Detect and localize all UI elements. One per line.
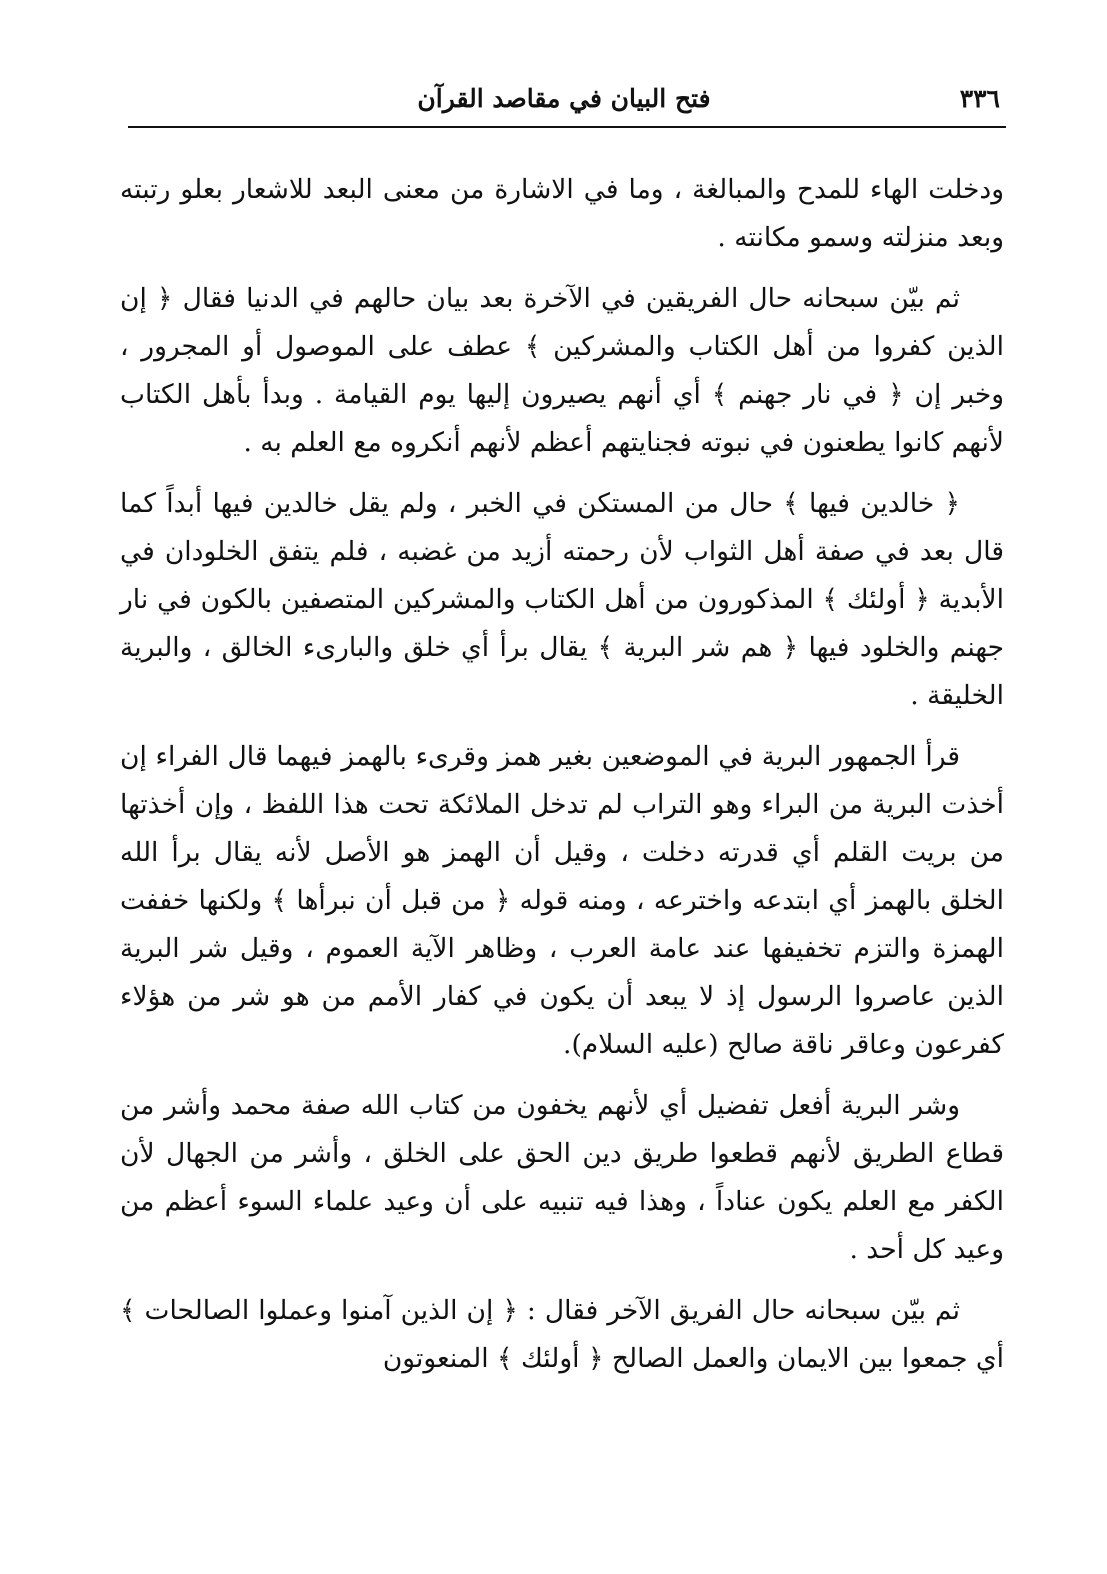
page-number: ٣٣٦ — [959, 84, 1000, 113]
paragraph: وشر البرية أفعل تفضيل أي لأنهم يخفون من كتاب الله صفة محمد وأشر من قطاع الطريق لأنهم قطعوا طريق دين الحق على الخلق ، وأشر من الجهال لأن الكفر مع العلم يكون عناداً ، وهذا فيه تنبيه على أن وعيد علماء السوء أعظم من وعيد كل أحد . — [120, 1090, 1004, 1265]
paragraph: قرأ الجمهور البرية في الموضعين بغير همز وقرىء بالهمز فيهما قال الفراء إن أخذت البرية من البراء وهو التراب لم تدخل الملائكة تحت هذا اللفظ ، وإن أخذتها من بريت القلم أي قدرته دخلت ، وقيل أن الهمز هو الأصل لأنه يقال برأ الله الخلق بالهمز أي ابتدعه واخترعه ، ومنه قوله ﴿ من قبل أن نبرأها ﴾ ولكنها خففت الهمزة والتزم تخفيفها عند عامة العرب ، وظاهر الآية العموم ، وقيل شر البرية الذين عاصروا الرسول إذ لا يبعد أن يكون في كفار الأمم من هو شر من هؤلاء كفرعون وعاقر ناقة صالح (عليه السلام). — [120, 741, 1004, 1060]
paragraph: ثم بيّن سبحانه حال الفريق الآخر فقال : ﴿ إن الذين آمنوا وعملوا الصالحات ﴾ أي جمعوا بين الايمان والعمل الصالح ﴿ أولئك ﴾ المنعوتون — [120, 1295, 1004, 1374]
page-header — [128, 80, 1000, 126]
paragraph: ﴿ خالدين فيها ﴾ حال من المستكن في الخبر ، ولم يقل خالدين فيها أبداً كما قال بعد في صفة أهل الثواب لأن رحمته أزيد من غضبه ، فلم يتفق الخلودان في الأبدية ﴿ أولئك ﴾ المذكورون من أهل الكتاب والمشركين المتصفين بالكون في نار جهنم والخلود فيها ﴿ هم شر البرية ﴾ يقال برأ أي خلق والبارىء الخالق ، والبرية الخليقة . — [120, 488, 1004, 711]
running-title: فتح البيان في مقاصد القرآن — [417, 84, 711, 113]
paragraph: ثم بيّن سبحانه حال الفريقين في الآخرة بعد بيان حالهم في الدنيا فقال ﴿ إن الذين كفروا من أهل الكتاب والمشركين ﴾ عطف على الموصول أو المجرور ، وخبر إن ﴿ في نار جهنم ﴾ أي أنهم يصيرون إليها يوم القيامة . وبدأ بأهل الكتاب لأنهم كانوا يطعنون في نبوته فجنايتهم أعظم لأنهم أنكروه مع العلم به . — [120, 283, 1004, 458]
header-rule — [128, 126, 1006, 128]
paragraph: ودخلت الهاء للمدح والمبالغة ، وما في الاشارة من معنى البعد للاشعار بعلو رتبته وبعد منزلته وسمو مكانته . — [120, 174, 1004, 253]
body-text — [120, 166, 1004, 1396]
